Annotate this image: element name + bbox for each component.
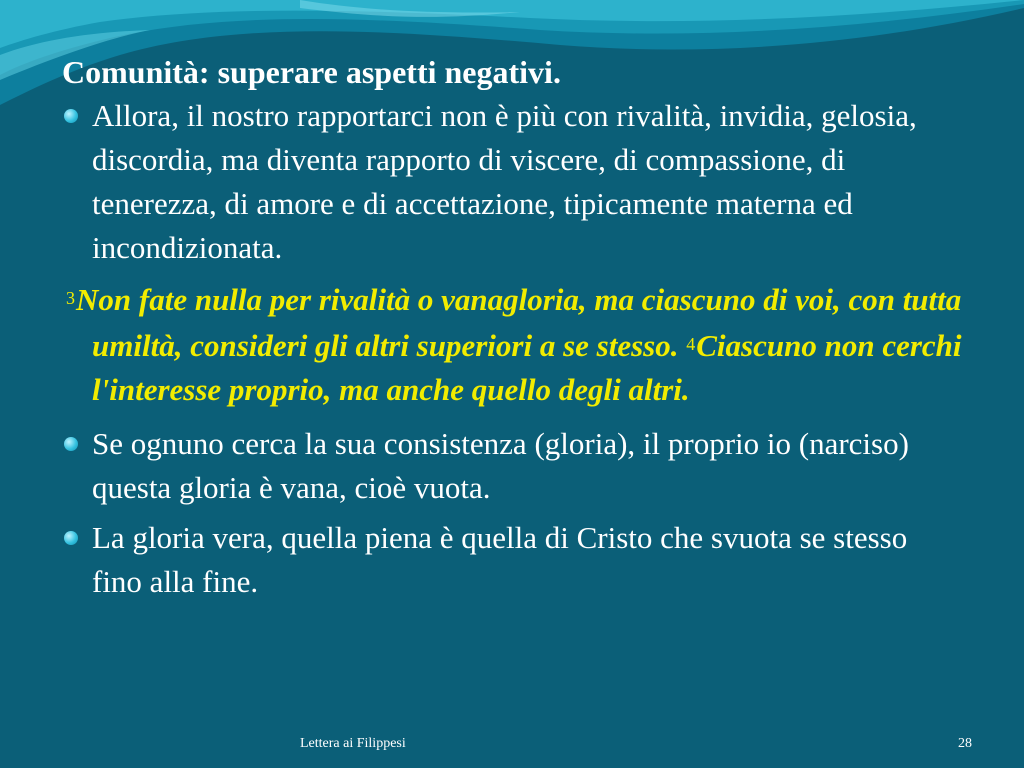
slide-content [62,52,962,610]
bullet-icon [64,109,78,123]
slide-heading: Comunità: superare aspetti negativi. [62,54,561,90]
verse-number: 3 [66,288,75,308]
bullet-item [62,94,962,270]
bullet-item [62,422,962,510]
verse-text: Ciascuno non cerchi l'interesse proprio, ma anche quello degli altri. [92,328,962,407]
bullet-icon [64,437,78,451]
bullet-icon [64,531,78,545]
scripture-quote [66,276,962,412]
bullet-text: La gloria vera, quella piena è quella di Cristo che svuota se stesso fino alla fine. [92,520,908,599]
bullet-item [62,516,962,604]
bullet-text: Se ognuno cerca la sua consistenza (gloria), il proprio io (narciso) questa gloria è vana, cioè vuota. [92,426,909,505]
footer-title: Lettera ai Filippesi [300,736,406,751]
verse-text: Non fate nulla per rivalità o vanagloria, ma ciascuno di voi, con tutta umiltà, consideri gli altri superiori a se stesso. [76,282,962,363]
verse-number: 4 [686,334,696,354]
page-number: 28 [958,736,972,751]
bullet-text: Allora, il nostro rapportarci non è più con rivalità, invidia, gelosia, discordia, ma diventa rapporto di viscere, di compassione, di tenerezza, di amore e di accettazione, tipicamente materna ed incondizionata. [92,98,917,265]
